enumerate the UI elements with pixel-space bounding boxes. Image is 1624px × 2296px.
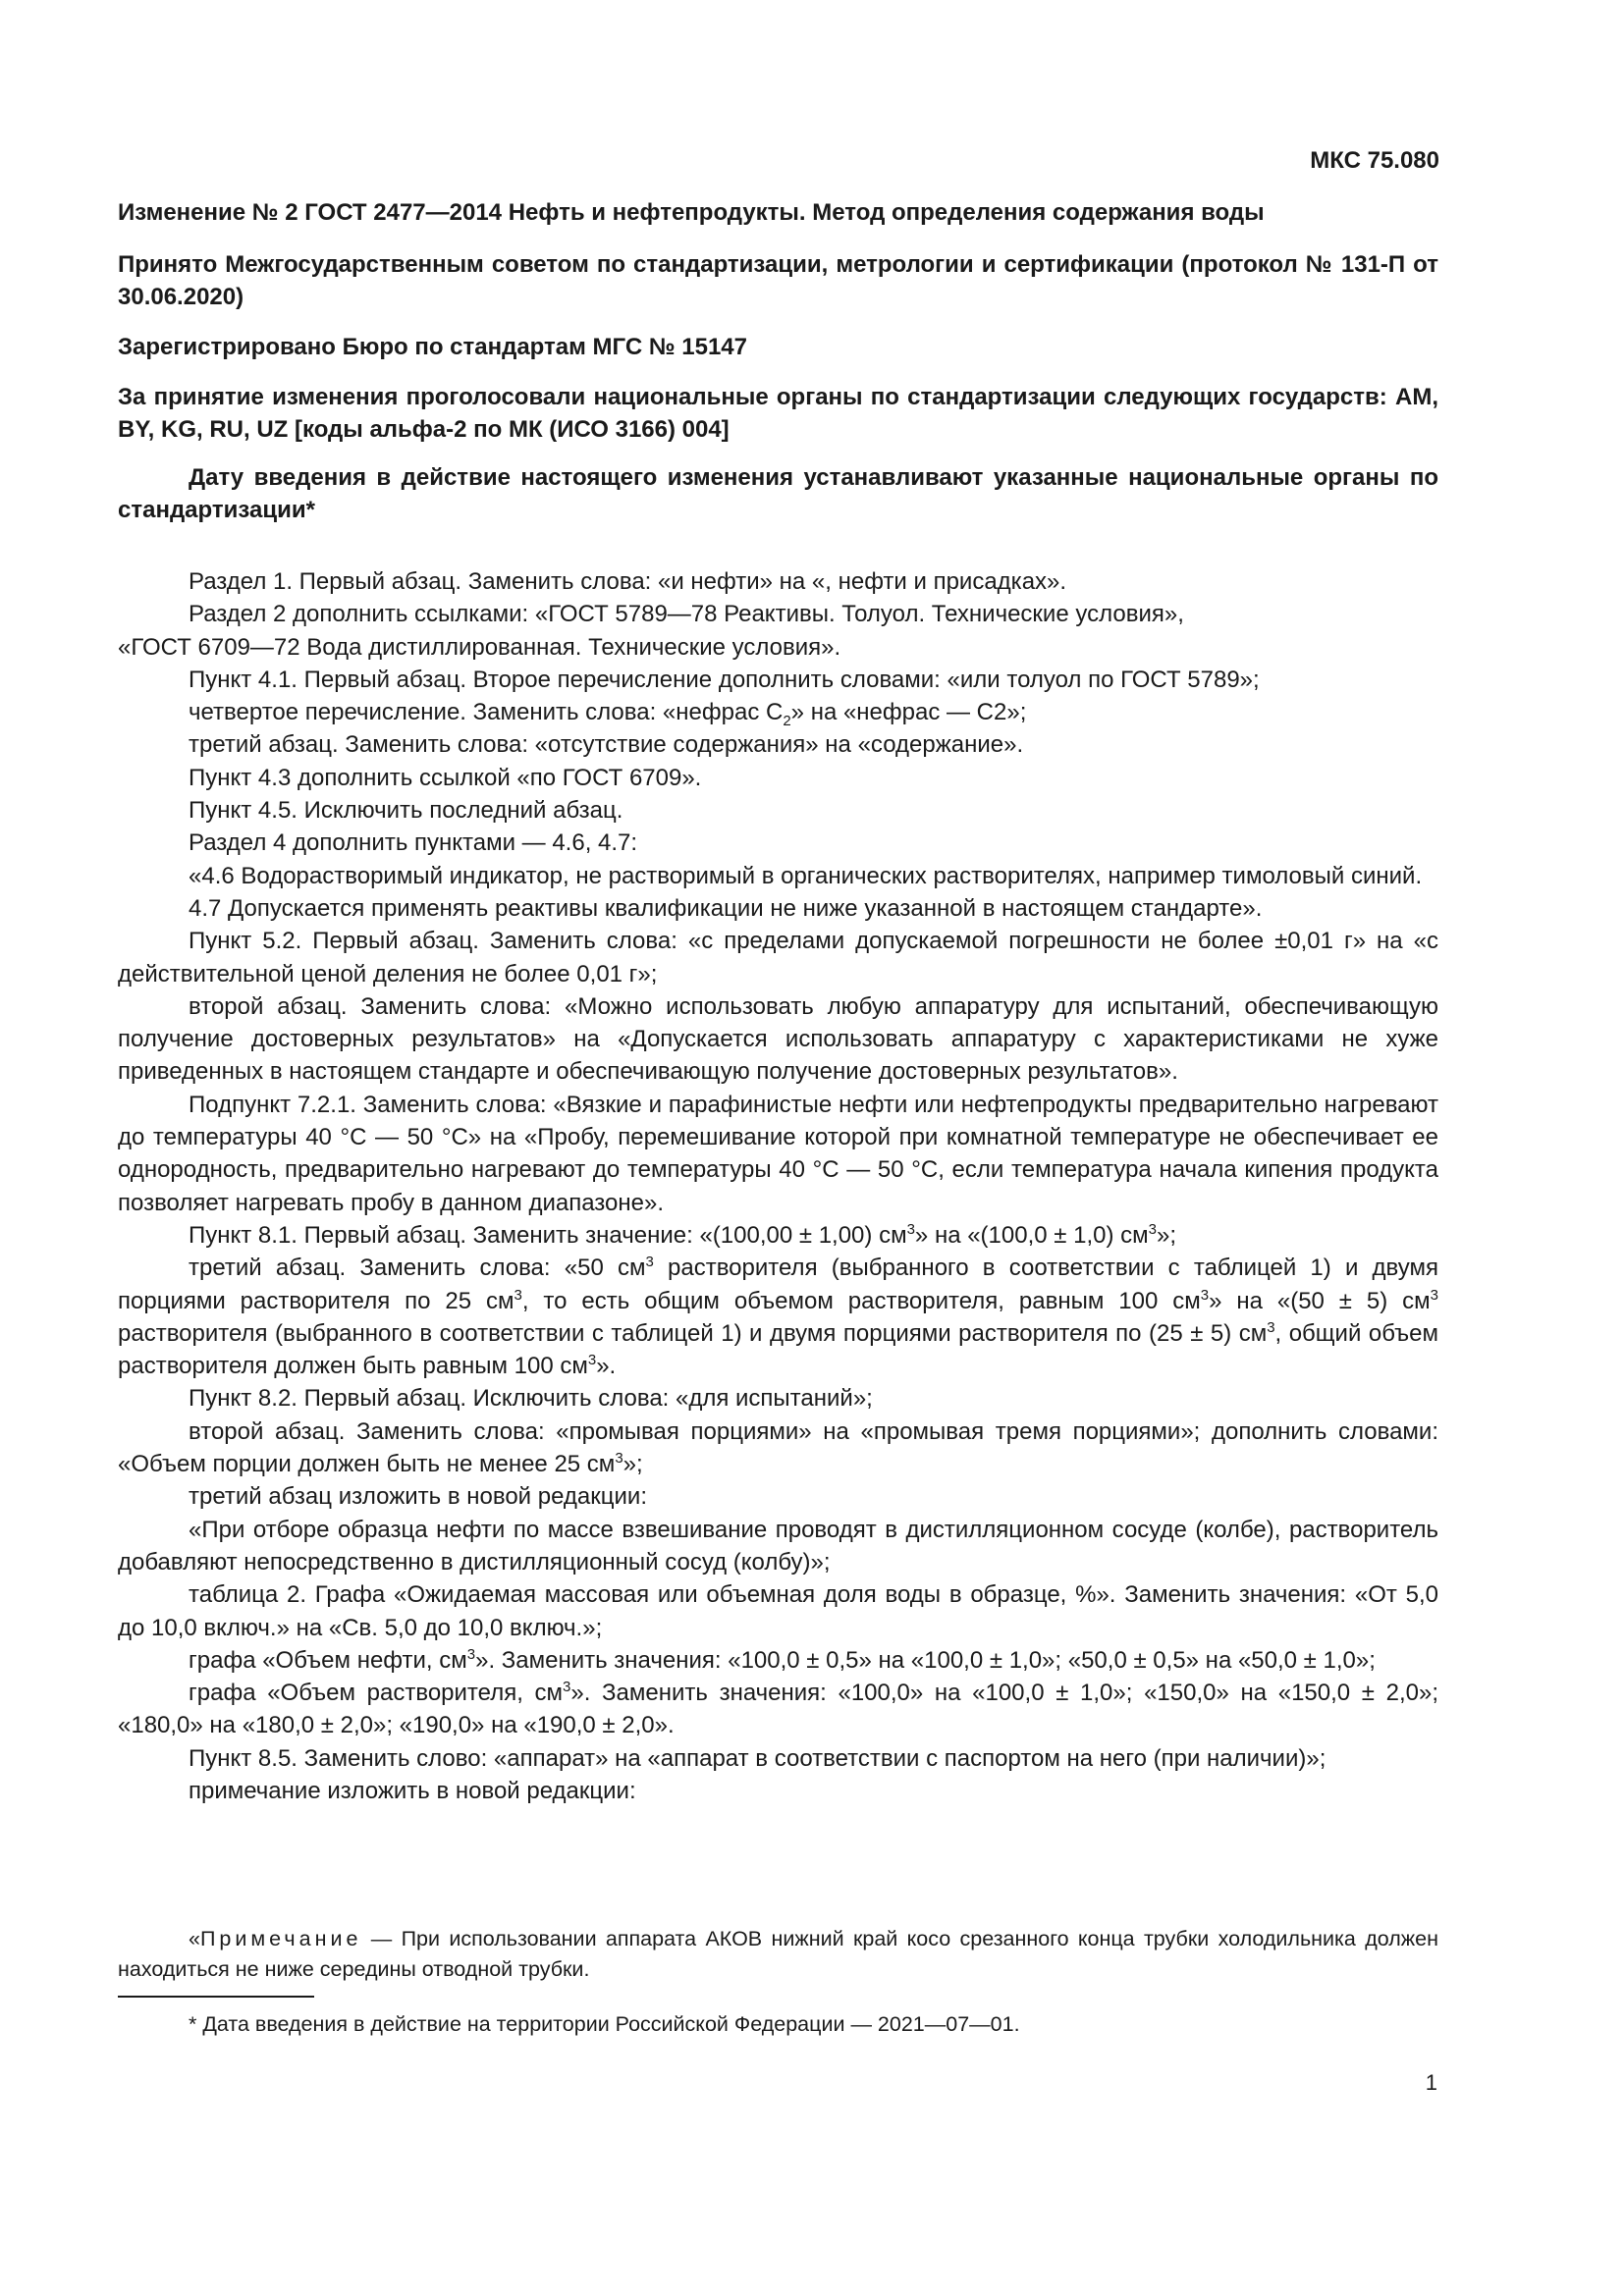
paragraph: «При отборе образца нефти по массе взвешивание проводят в дистилляционном сосуде (колбе), растворитель добавляют непосредственно в дистилляционный сосуд (колбу)»; [118, 1516, 1438, 1575]
mks-code: МКС 75.080 [1310, 147, 1439, 174]
paragraph: 4.7 Допускается применять реактивы квалификации не ниже указанной в настоящем стандарте». [189, 894, 1263, 922]
paragraph: третий абзац. Заменить слова: «50 $см^3$ растворителя (выбранного в соответствии с таблицей 1) и двумя порциями растворителя по 25 $см^3$, то есть общим объемом растворителя, равным 100 $см^3$» на «(50 ± 5) $см^3$ растворителя (выбранного в соответствии с таблицей 1) и двумя порциями растворителя по (25 ± 5) $см^3$, общий объем растворителя должен быть равным 100 $см^3$». [118, 1254, 1439, 1380]
paragraph: второй абзац. Заменить слова: «промывая порциями» на «промывая тремя порциями»; дополнить словами: «Объем порции должен быть не менее 25 $см^3$»; [118, 1417, 1438, 1478]
page-number: 1 [1425, 2070, 1437, 2095]
note-label: Примечание [199, 1927, 362, 1950]
paragraph: Пункт 4.3 дополнить ссылкой «по ГОСТ 6709». [189, 764, 702, 791]
paragraph: графа «Объем нефти, $см^3$». Заменить значения: «100,0 ± 0,5» на «100,0 ± 1,0»; «50,0 ± 0,5» на «50,0 ± 1,0»; [189, 1645, 1376, 1674]
voting-statement: За принятие изменения проголосовали национальные органы по стандартизации следующих государств: AM, BY, KG, RU, UZ [коды альфа-2 по МК (ИСО 3166) 004] [118, 384, 1438, 443]
registration-statement: Зарегистрировано Бюро по стандартам МГС № 15147 [118, 334, 747, 360]
footnote-divider [118, 1996, 314, 1998]
paragraph: графа «Объем растворителя, $см^3$». Заменить значения: «100,0» на «100,0 ± 1,0»; «150,0» на «150,0 ± 2,0»; «180,0» на «180,0 ± 2,0»; «190,0» на «190,0 ± 2,0». [118, 1679, 1438, 1739]
paragraph: Пункт 8.5. Заменить слово: «аппарат» на «аппарат в соответствии с паспортом на него (при наличии)»; [189, 1744, 1326, 1772]
paragraph: таблица 2. Графа «Ожидаемая массовая или объемная доля воды в образце, %». Заменить значения: «От 5,0 до 10,0 включ.» на «Св. 5,0 до 10,0 включ.»; [118, 1581, 1438, 1641]
note-paragraph: «Примечание — При использовании аппарата АКОВ нижний край косо срезанного конца трубки холодильника должен находиться не ниже середины отводной трубки. [118, 1927, 1438, 1981]
paragraph: Пункт 8.2. Первый абзац. Исключить слова: «для испытаний»; [189, 1385, 873, 1413]
paragraph: Подпункт 7.2.1. Заменить слова: «Вязкие и парафинистые нефти или нефтепродукты предварительно нагревают до температуры 40 °С — 50 °С» на «Пробу, перемешивание которой при комнатной температуре не обеспечивает ее однородность, предварительно нагревают до температуры 40 °С — 50 °С, если температура начала кипения продукта позволяет нагревать пробу в данном диапазоне». [118, 1091, 1438, 1216]
paragraph: Раздел 4 дополнить пунктами — 4.6, 4.7: [189, 829, 638, 857]
amendment-body [118, 565, 1438, 1807]
paragraph: примечание изложить в новой редакции: [189, 1777, 636, 1804]
paragraph: четвертое перечисление. Заменить слова: «нефрас $С_2$» на «нефрас — С2»; [189, 699, 1027, 730]
adopted-statement: Принято Межгосударственным советом по стандартизации, метрологии и сертификации (протокол № 131-П от 30.06.2020) [118, 251, 1438, 310]
paragraph: Пункт 8.1. Первый абзац. Заменить значение: «(100,00 ± 1,00) $см^3$» на «(100,0 ± 1,0) $см^3$»; [189, 1220, 1176, 1249]
paragraph: третий абзац. Заменить слова: «отсутствие содержания» на «содержание». [189, 731, 1024, 759]
paragraph: Пункт 5.2. Первый абзац. Заменить слова: «с пределами допускаемой погрешности не более ±0,01 г» на «с действительной ценой деления не более 0,01 г»; [118, 928, 1438, 988]
paragraph: Раздел 1. Первый абзац. Заменить слова: «и нефти» на «, нефти и присадках». [189, 568, 1067, 595]
paragraph: Пункт 4.1. Первый абзац. Второе перечисление дополнить словами: «или толуол по ГОСТ 5789»; [189, 666, 1260, 693]
note-block [118, 1924, 1438, 1985]
paragraph: Пункт 4.5. Исключить последний абзац. [189, 797, 623, 825]
footnote: * Дата введения в действие на территории Российской Федерации — 2021—07—01. [189, 2012, 1020, 2036]
paragraph: второй абзац. Заменить слова: «Можно использовать любую аппаратуру для испытаний, обеспечивающую получение достоверных результатов» на «Допускается использовать аппаратуру с характеристиками не хуже приведенных в настоящем стандарте и обеспечивающую получение достоверных результатов». [118, 992, 1438, 1086]
document-title: Изменение № 2 ГОСТ 2477—2014 Нефть и нефтепродукты. Метод определения содержания воды [118, 199, 1265, 226]
paragraph: третий абзац изложить в новой редакции: [189, 1483, 647, 1511]
paragraph: «ГОСТ 6709—72 Вода дистиллированная. Технические условия». [118, 633, 841, 661]
effective-date-statement: Дату введения в действие настоящего изменения устанавливают указанные национальные органы по стандартизации* [118, 464, 1438, 523]
paragraph: «4.6 Водорастворимый индикатор, не растворимый в органических растворителях, например тимоловый синий. [189, 862, 1423, 889]
paragraph: Раздел 2 дополнить ссылками: «ГОСТ 5789—78 Реактивы. Толуол. Технические условия», [189, 601, 1184, 628]
